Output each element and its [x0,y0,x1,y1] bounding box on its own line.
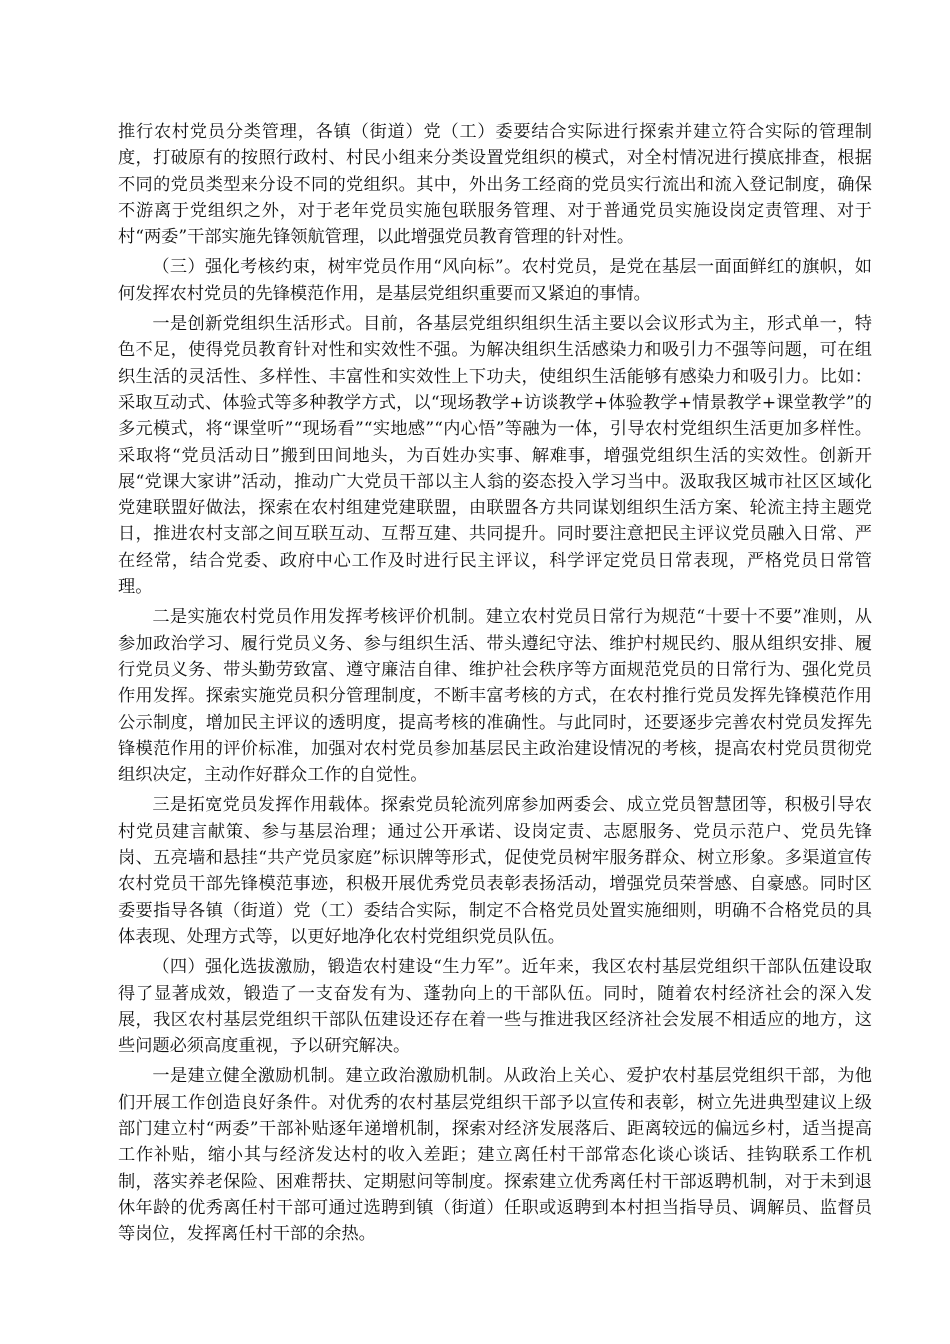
paragraph-item-2: 二是实施农村党员作用发挥考核评价机制。建立农村党员日常行为规范“十要十不要”准则，从参加政治学习、履行党员义务、参与组织生活、带头遵纪守法、维护村规民约、服从组织安排、履行党员义务、带头勤劳致富、遵守廉洁自律、维护社会秩序等方面规范党员的日常行为、强化党员作用发挥。探索实施党员积分管理制度，不断丰富考核的方式，在农村推行党员发挥先锋模范作用公示制度，增加民主评议的透明度，提高考核的准确性。与此同时，还要逐步完善农村党员发挥先锋模范作用的评价标准，加强对农村党员参加基层民主政治建设情况的考核，提高农村党员贯彻党组织决定，主动作好群众工作的自觉性。 [118,607,872,786]
paragraph-item-1b: 一是建立健全激励机制。建立政治激励机制。从政治上关心、爱护农村基层党组织干部，为他们开展工作创造良好条件。对优秀的农村基层党组织干部予以宣传和表彰，树立先进典型建议上级部门建立村“两委”干部补贴逐年递增机制，探索对经济发展落后、距离较远的偏远乡村，适当提高工作补贴，缩小其与经济发达村的收入差距；建立离任村干部常态化谈心谈话、挂钩联系工作机制，落实养老保险、困难帮扶、定期慰问等制度。探索建立优秀离任村干部返聘机制，对于未到退休年龄的优秀离任村干部可通过选聘到镇（街道）任职或返聘到本村担当指导员、调解员、监督员等岗位，发挥离任村干部的余热。 [118,1066,872,1245]
section-heading-3: （三）强化考核约束，树牢党员作用“风向标”。农村党员，是党在基层一面面鲜红的旗帜，如何发挥农村党员的先锋模范作用，是基层党组织重要而又紧迫的事情。 [118,257,872,304]
paragraph-item-1: 一是创新党组织生活形式。目前，各基层党组织组织生活主要以会议形式为主，形式单一，特色不足，使得党员教育针对性和实效性不强。为解决组织生活感染力和吸引力不强等问题，可在组织生活的灵活性、多样性、丰富性和实效性上下功夫，使组织生活能够有感染力和吸引力。比如：采取互动式、体验式等多种教学方式，以“现场教学+访谈教学+体验教学+情景教学+课堂教学”的多元模式，将“课堂听”“现场看”“实地感”“内心悟”等融为一体，引导农村党组织生活更加多样性。采取将“党员活动日”搬到田间地头，为百姓办实事、解难事，增强党组织生活的实效性。创新开展“党课大家讲”活动，推动广大党员干部以主人翁的姿态投入学习当中。汲取我区城市社区区域化党建联盟好做法，探索在农村组建党建联盟，由联盟各方共同谋划组织生活方案、轮流主持主题党日，推进农村支部之间互联互动、互帮互建、共同提升。同时要注意把民主评议党员融入日常、严在经常，结合党委、政府中心工作及时进行民主评议，科学评定党员日常表现，严格党员日常管理。 [118,314,872,598]
document-page [118,119,872,1247]
section-heading-4: （四）强化选拔激励，锻造农村建设“生力军”。近年来，我区农村基层党组织干部队伍建设取得了显著成效，锻造了一支奋发有为、蓬勃向上的干部队伍。同时，随着农村经济社会的深入发展，我区农村基层党组织干部队伍建设还存在着一些与推进我区经济社会发展不相适应的地方，这些问题必须高度重视，予以研究解决。 [118,957,872,1057]
paragraph-item-3: 三是拓宽党员发挥作用载体。探索党员轮流列席参加两委会、成立党员智慧团等，积极引导农村党员建言献策、参与基层治理；通过公开承诺、设岗定责、志愿服务、党员示范户、党员先锋岗、五亮墙和悬挂“共产党员家庭”标识牌等形式，促使党员树牢服务群众、树立形象。多渠道宣传农村党员干部先锋模范事迹，积极开展优秀党员表彰表扬活动，增强党员荣誉感、自豪感。同时区委要指导各镇（街道）党（工）委结合实际，制定不合格党员处置实施细则，明确不合格党员的具体表现、处理方式等，以更好地净化农村党组织党员队伍。 [118,795,872,947]
paragraph-continuation: 推行农村党员分类管理，各镇（街道）党（工）委要结合实际进行探索并建立符合实际的管理制度，打破原有的按照行政村、村民小组来分类设置党组织的模式，对全村情况进行摸底排查，根据不同的党员类型来分设不同的党组织。其中，外出务工经商的党员实行流出和流入登记制度，确保不游离于党组织之外，对于老年党员实施包联服务管理、对于普通党员实施设岗定责管理、对于村“两委”干部实施先锋领航管理，以此增强党员教育管理的针对性。 [118,122,872,248]
